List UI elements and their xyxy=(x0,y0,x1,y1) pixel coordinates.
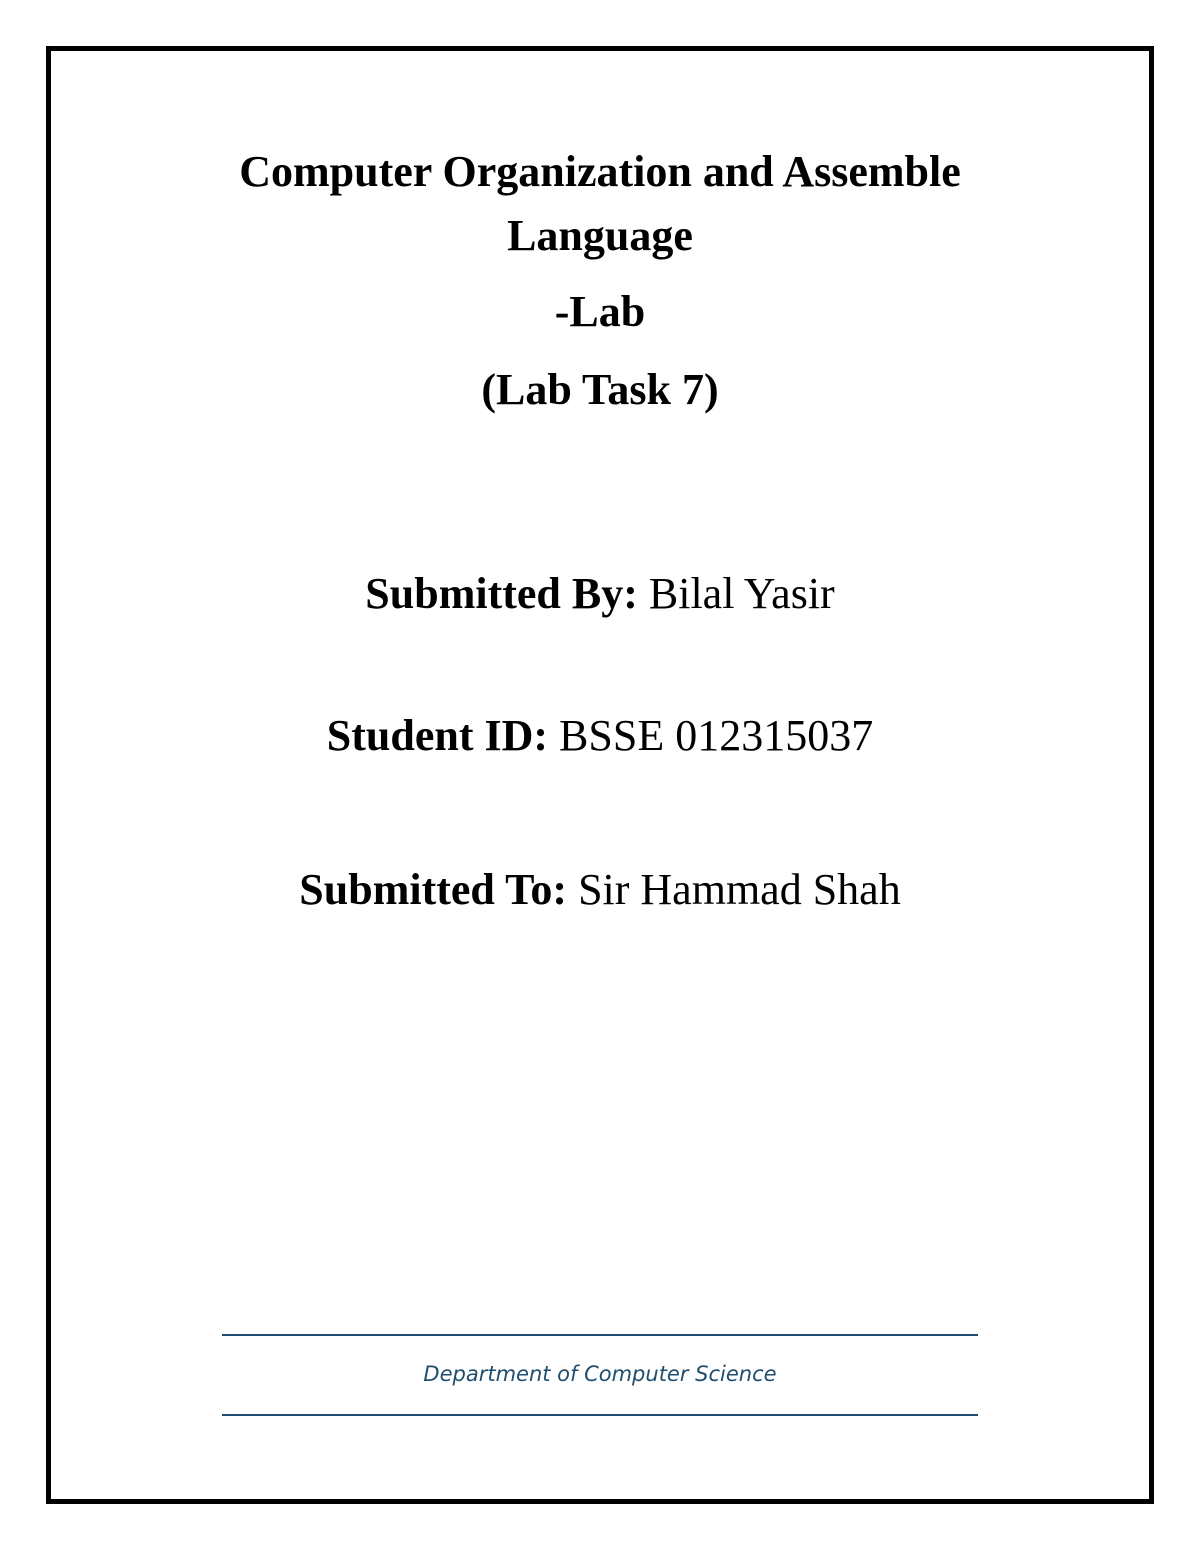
submitted-by-label: Submitted By: xyxy=(365,569,638,618)
department-footer: Department of Computer Science xyxy=(423,1362,777,1386)
submitted-by-line xyxy=(0,566,1200,622)
submitted-to-label: Submitted To: xyxy=(299,865,568,914)
footer-rule-bottom xyxy=(222,1414,978,1416)
student-id-label: Student ID: xyxy=(326,711,549,760)
submitted-to-value: Sir Hammad Shah xyxy=(578,865,901,914)
student-id-line xyxy=(0,708,1200,764)
title-line-1: Computer Organization and Assemble xyxy=(239,147,961,196)
title-line-2: Language xyxy=(507,211,693,260)
task-label: (Lab Task 7) xyxy=(481,365,719,414)
document-title xyxy=(0,140,1200,268)
student-id-value: BSSE 012315037 xyxy=(559,711,874,760)
submitted-to-line xyxy=(0,862,1200,918)
footer-rule-top xyxy=(222,1334,978,1336)
lab-label: -Lab xyxy=(554,287,646,336)
submitted-by-value: Bilal Yasir xyxy=(648,569,835,618)
